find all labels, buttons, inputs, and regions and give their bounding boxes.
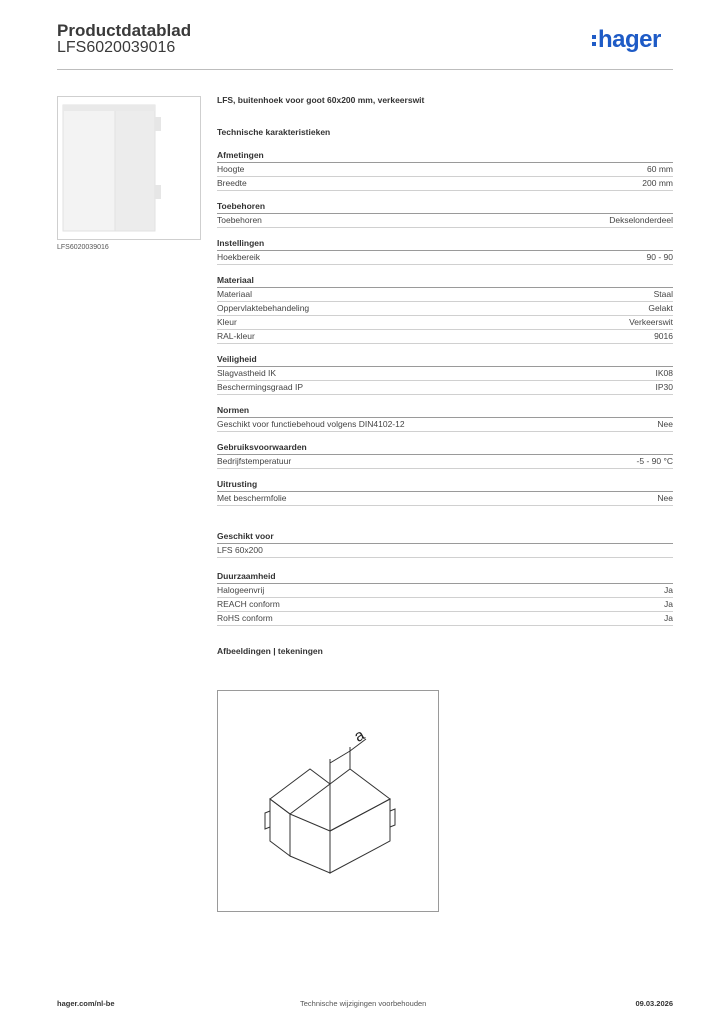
- technical-drawing: [217, 690, 439, 912]
- product-code: LFS6020039016: [57, 39, 176, 56]
- drawing-dimension-label: a: [351, 726, 368, 746]
- spec-label: Bedrijfstemperatuur: [217, 456, 292, 466]
- spec-value: Gelakt: [648, 303, 673, 313]
- sustainability-section: [217, 570, 673, 626]
- spec-value: Dekselonderdeel: [609, 215, 673, 225]
- spec-label: Materiaal: [217, 289, 252, 299]
- header-divider: [57, 69, 673, 70]
- spec-section: [217, 478, 673, 506]
- section-title: Materiaal: [217, 274, 673, 288]
- product-image: [57, 96, 201, 240]
- spec-value: Staal: [653, 289, 673, 299]
- product-description: LFS, buitenhoek voor goot 60x200 mm, verkeerswit: [217, 95, 425, 105]
- spec-label: Kleur: [217, 317, 237, 327]
- footer-website-link[interactable]: hager.com/nl-be: [57, 999, 115, 1008]
- spec-row: [217, 288, 673, 302]
- spec-row: [217, 381, 673, 395]
- spec-value: Verkeerswit: [629, 317, 673, 327]
- spec-row: [217, 598, 673, 612]
- spec-row: [217, 418, 673, 432]
- spec-value: 60 mm: [647, 164, 673, 174]
- spec-row: [217, 302, 673, 316]
- spec-label: Met beschermfolie: [217, 493, 287, 503]
- product-photo-icon: [58, 97, 200, 239]
- spec-section: [217, 353, 673, 395]
- spec-value: -5 - 90 °C: [636, 456, 673, 466]
- spec-row: [217, 214, 673, 228]
- section-title: Toebehoren: [217, 200, 673, 214]
- spec-section: [217, 404, 673, 432]
- spec-label: Geschikt voor functiebehoud volgens DIN4102-12: [217, 419, 405, 429]
- footer-date: 09.03.2026: [635, 999, 673, 1008]
- section-title: Veiligheid: [217, 353, 673, 367]
- figures-title: Afbeeldingen | tekeningen: [217, 646, 323, 656]
- section-title: Geschikt voor: [217, 530, 673, 544]
- spec-row: [217, 163, 673, 177]
- spec-row: [217, 251, 673, 265]
- spec-row: [217, 492, 673, 506]
- section-title: Normen: [217, 404, 673, 418]
- spec-value: Ja: [664, 599, 673, 609]
- spec-row: [217, 544, 673, 558]
- hager-logo[interactable]: [592, 26, 661, 54]
- spec-value: 9016: [654, 331, 673, 341]
- spec-value: Nee: [657, 419, 673, 429]
- page-title: Productdatablad: [57, 21, 192, 40]
- spec-label: Slagvastheid IK: [217, 368, 277, 378]
- spec-row: [217, 612, 673, 626]
- spec-label: Toebehoren: [217, 215, 262, 225]
- spec-row: [217, 367, 673, 381]
- spec-label: REACH conform: [217, 599, 280, 609]
- spec-label: LFS 60x200: [217, 545, 263, 555]
- product-image-caption: LFS6020039016: [57, 244, 109, 251]
- spec-section: [217, 200, 673, 228]
- spec-label: Hoekbereik: [217, 252, 260, 262]
- spec-section: [217, 149, 673, 191]
- section-title: Gebruiksvoorwaarden: [217, 441, 673, 455]
- spec-value: Nee: [657, 493, 673, 503]
- spec-value: 90 - 90: [646, 252, 673, 262]
- spec-label: RoHS conform: [217, 613, 273, 623]
- suitable-for-section: [217, 530, 673, 558]
- spec-label: Oppervlaktebehandeling: [217, 303, 310, 313]
- spec-section: [217, 274, 673, 344]
- tech-characteristics-title: Technische karakteristieken: [217, 127, 331, 137]
- spec-value: IK08: [655, 368, 673, 378]
- spec-value: 200 mm: [642, 178, 673, 188]
- spec-label: Breedte: [217, 178, 247, 188]
- spec-label: Beschermingsgraad IP: [217, 382, 303, 392]
- section-title: Uitrusting: [217, 478, 673, 492]
- logo-text: hager: [598, 26, 661, 53]
- spec-label: Halogeenvrij: [217, 585, 265, 595]
- section-title: Duurzaamheid: [217, 570, 673, 584]
- corner-drawing-icon: [218, 691, 438, 911]
- section-title: Instellingen: [217, 237, 673, 251]
- section-title: Afmetingen: [217, 149, 673, 163]
- spec-section: [217, 237, 673, 265]
- spec-row: [217, 584, 673, 598]
- spec-value: Ja: [664, 613, 673, 623]
- spec-row: [217, 316, 673, 330]
- footer-disclaimer: Technische wijzigingen voorbehouden: [300, 999, 427, 1008]
- spec-value: Ja: [664, 585, 673, 595]
- spec-label: Hoogte: [217, 164, 245, 174]
- spec-row: [217, 330, 673, 344]
- spec-value: IP30: [655, 382, 673, 392]
- spec-row: [217, 455, 673, 469]
- spec-label: RAL-kleur: [217, 331, 255, 341]
- logo-dots-icon: [592, 35, 596, 46]
- spec-row: [217, 177, 673, 191]
- spec-content: [217, 95, 673, 656]
- spec-section: [217, 441, 673, 469]
